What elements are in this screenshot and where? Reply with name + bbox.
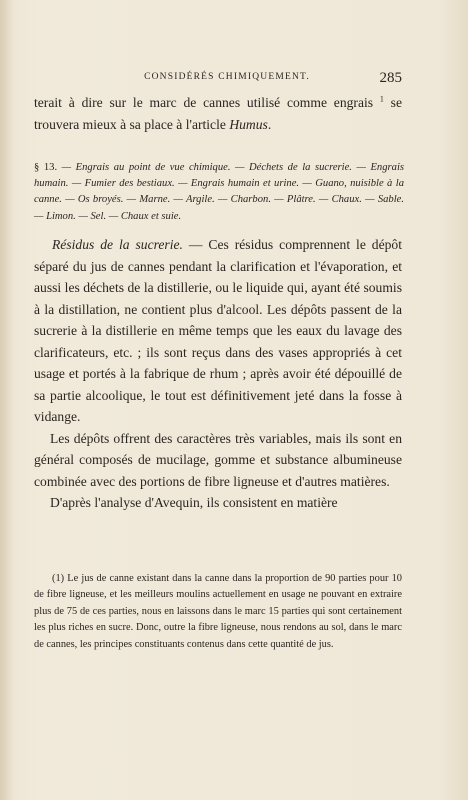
paragraph-1-text: — Ces résidus comprennent le dépôt séparé du jus de cannes pendant la clarification et l'évaporation, et aussi les déchets de la distillerie, ou le liquide qui, ayant été soumis à la distillation, ne contient plus d'alcool. Les dépôts passent de la sucrerie à la distillerie en même temps que les eaux du lavage des clarificateurs, etc. ; ils sont reçus dans des vases appropriés à cet usage et portés à la fabrique de rhum ; après avoir été dépouillé de sa partie alcoolique, le tout est définitivement jeté dans la fosse à vidange.	[34, 237, 402, 424]
footnote-reference: 1	[379, 94, 384, 104]
paragraph-3: D'après l'analyse d'Avequin, ils consistent en matière	[50, 495, 338, 510]
running-title: CONSIDÉRÉS CHIMIQUEMENT.	[144, 72, 310, 82]
page-number: 285	[379, 70, 402, 86]
paragraph-2: Les dépôts offrent des caractères très variables, mais ils sont en général composés de mucilage, gomme et substance albumineuse combinée avec des portions de fibre ligneuse et d'autres matières.	[34, 430, 402, 489]
section-mark: § 13.	[34, 162, 58, 173]
main-text	[34, 234, 402, 514]
section-summary	[34, 160, 404, 225]
paragraph-lead: Résidus de la sucrerie.	[52, 237, 183, 252]
intro-text: terait à dire sur le marc de cannes utilisé comme engrais	[34, 95, 374, 110]
page-header	[52, 70, 402, 86]
intro-term: Humus	[229, 116, 268, 132]
intro-paragraph	[34, 92, 402, 135]
footnote	[34, 571, 402, 653]
footnote-text: (1) Le jus de canne existant dans la canne dans la proportion de 90 parties pour 10 de fibre ligneuse, et les meilleurs moulins actuellement en usage ne pouvant en extraire plus de 75 de ces parties, nous en laissons dans le marc 15 parties qui sont certainement les plus riches en sucre. Donc, outre la fibre ligneuse, nous rendons au sol, dans le marc de cannes, les principes constituants contenus dans cette quantité de jus.	[34, 573, 402, 650]
intro-text-continued: se trouvera mieux à sa place à l'article	[34, 95, 402, 132]
section-summary-text: — Engrais au point de vue chimique. — Déchets de la sucrerie. — Engrais humain. — Fumier des bestiaux. — Engrais humain et urine. — Guano, nuisible à la canne. — Os broyés. — Marne. — Argile. — Charbon. — Plâtre. — Chaux. — Sable. — Limon. — Sel. — Chaux et suie.	[34, 162, 405, 222]
intro-text-end: .	[267, 116, 272, 132]
paragraph-1	[34, 234, 402, 428]
